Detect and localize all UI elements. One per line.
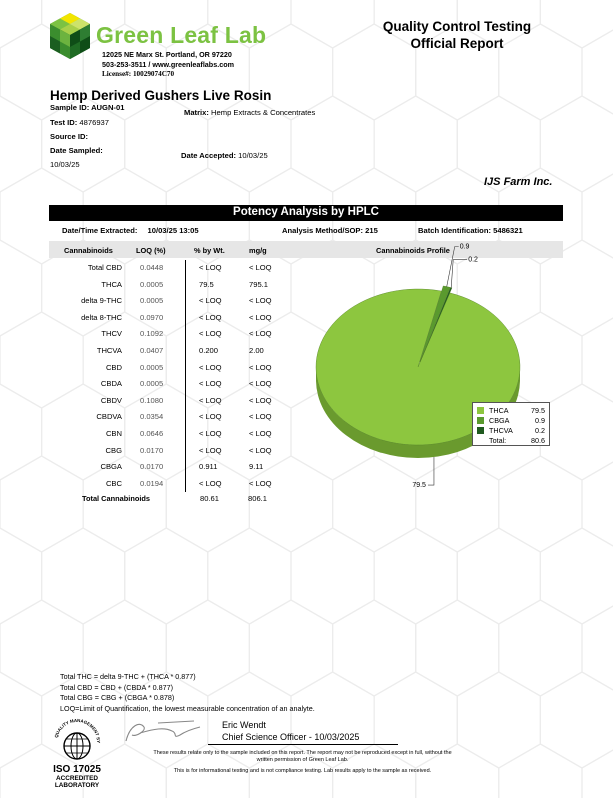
date-sampled-value: 10/03/25 bbox=[50, 160, 80, 169]
signer-title: Chief Science Officer - 10/03/2025 bbox=[222, 732, 360, 742]
test-id-label: Test ID: bbox=[50, 118, 78, 127]
row-pct-by-wt: < LOQ bbox=[199, 445, 222, 455]
disclaimer-line1: These results relate only to the sample included on this report. The report may not be reproduced except in full, without the bbox=[153, 750, 452, 756]
row-mg-per-g: < LOQ bbox=[249, 395, 272, 405]
row-loq: 0.0005 bbox=[140, 296, 164, 306]
row-mg-per-g: < LOQ bbox=[249, 478, 272, 488]
batch-row bbox=[418, 226, 523, 235]
row-loq: 0.0170 bbox=[140, 462, 164, 472]
row-loq: 0.0407 bbox=[140, 346, 164, 355]
extracted-label: Date/Time Extracted: bbox=[62, 226, 138, 235]
legend-swatch bbox=[477, 407, 484, 414]
row-cannabinoid-name: CBC bbox=[105, 478, 122, 488]
header-mg-per-g: mg/g bbox=[249, 246, 267, 255]
row-mg-per-g: < LOQ bbox=[249, 312, 272, 322]
row-loq: 0.0005 bbox=[140, 362, 164, 372]
row-cannabinoid-name: THCV bbox=[101, 329, 122, 339]
product-name: Hemp Derived Gushers Live Rosin bbox=[50, 88, 272, 103]
row-loq: 0.0170 bbox=[140, 445, 164, 455]
row-cannabinoid-name: CBG bbox=[105, 445, 122, 455]
row-pct-by-wt: < LOQ bbox=[199, 296, 222, 306]
row-cannabinoid-name: delta 9-THC bbox=[81, 296, 122, 306]
method-label: Analysis Method/SOP: bbox=[282, 226, 364, 235]
legend-value: 0.9 bbox=[535, 416, 545, 425]
row-cannabinoid-name: Total CBD bbox=[87, 263, 122, 272]
row-mg-per-g: < LOQ bbox=[249, 362, 272, 372]
date-accepted-label: Date Accepted: bbox=[181, 151, 236, 160]
total-cannabinoids-pct: 80.61 bbox=[200, 494, 220, 503]
row-mg-per-g: < LOQ bbox=[249, 379, 272, 389]
row-loq: 0.0005 bbox=[140, 379, 164, 389]
source-id-label: Source ID: bbox=[50, 132, 88, 141]
pie-label-cbga: 0.9 bbox=[459, 243, 470, 251]
row-mg-per-g: < LOQ bbox=[249, 329, 272, 339]
legend-item bbox=[477, 426, 547, 435]
row-pct-by-wt: < LOQ bbox=[199, 412, 222, 422]
total-cannabinoids-mg: 806.1 bbox=[248, 494, 268, 503]
row-pct-by-wt: < LOQ bbox=[199, 379, 222, 389]
pie-leader-thca bbox=[428, 457, 434, 485]
lab-address: 12025 NE Marx St. Portland, OR 97220 bbox=[102, 50, 232, 59]
row-mg-per-g: 2.00 bbox=[249, 346, 264, 355]
row-loq: 0.1080 bbox=[140, 395, 164, 405]
pie-legend bbox=[472, 402, 550, 446]
row-cannabinoid-name: CBGA bbox=[100, 462, 122, 472]
handwritten-signature bbox=[120, 715, 210, 749]
sample-id-row bbox=[50, 103, 124, 112]
row-cannabinoid-name: CBDA bbox=[100, 379, 122, 389]
extracted-value: 10/03/25 13:05 bbox=[147, 226, 199, 235]
disclaimer-line2: written permission of Green Leaf Lab. bbox=[256, 757, 349, 763]
laboratory-label: LABORATORY bbox=[54, 782, 100, 789]
row-pct-by-wt: < LOQ bbox=[199, 429, 222, 438]
test-id-value: 4876937 bbox=[79, 118, 109, 127]
loq-definition: LOQ=Limit of Quantification, the lowest measurable concentration of an analyte. bbox=[60, 704, 315, 713]
row-loq: 0.0005 bbox=[140, 279, 164, 289]
row-cannabinoid-name: THCVA bbox=[96, 346, 122, 355]
method-row bbox=[282, 226, 378, 235]
legend-total-label: Total: bbox=[489, 436, 507, 445]
sample-id-label: Sample ID: bbox=[50, 103, 90, 112]
legend-label: THCA bbox=[489, 406, 509, 415]
date-accepted-value: 10/03/25 bbox=[238, 151, 268, 160]
potency-section-title: Potency Analysis by HPLC bbox=[49, 205, 563, 221]
accreditation-seal-icon bbox=[49, 716, 105, 766]
report-title-line2: Official Report bbox=[410, 36, 504, 51]
row-loq: 0.0970 bbox=[140, 312, 164, 322]
batch-label: Batch Identification: bbox=[418, 226, 491, 235]
date-accepted-row bbox=[181, 151, 268, 160]
row-cannabinoid-name: CBDVA bbox=[96, 412, 122, 422]
column-divider bbox=[185, 260, 186, 492]
row-mg-per-g: < LOQ bbox=[249, 263, 272, 272]
lab-contact: 503-253-3511 / www.greenleaflabs.com bbox=[102, 60, 234, 69]
row-mg-per-g: 9.11 bbox=[249, 462, 264, 472]
lab-license: License#: 10029074C70 bbox=[102, 70, 175, 78]
signer-name: Eric Wendt bbox=[222, 720, 266, 730]
legend-value: 79.5 bbox=[531, 406, 545, 415]
row-cannabinoid-name: THCA bbox=[101, 279, 122, 289]
row-cannabinoid-name: delta 8-THC bbox=[81, 312, 122, 322]
extracted-row bbox=[62, 226, 199, 235]
pie-label-thcva: 0.2 bbox=[468, 256, 478, 264]
legend-item bbox=[477, 406, 547, 415]
test-id-row bbox=[50, 118, 109, 127]
legend-total-value: 80.6 bbox=[531, 436, 545, 445]
header-cannabinoids: Cannabinoids bbox=[64, 246, 113, 255]
matrix-label: Matrix: bbox=[184, 108, 209, 117]
date-sampled-label: Date Sampled: bbox=[50, 146, 103, 155]
row-mg-per-g: < LOQ bbox=[249, 412, 272, 422]
table-header-band bbox=[49, 241, 563, 258]
row-pct-by-wt: 0.911 bbox=[199, 462, 218, 472]
pie-leader-thcva bbox=[451, 260, 467, 288]
signature-line bbox=[208, 744, 398, 745]
row-loq: 0.0646 bbox=[140, 429, 164, 438]
row-loq: 0.0194 bbox=[140, 478, 164, 488]
total-cannabinoids-label: Total Cannabinoids bbox=[82, 494, 151, 503]
row-mg-per-g: 795.1 bbox=[249, 279, 269, 289]
row-loq: 0.1092 bbox=[140, 329, 164, 339]
row-loq: 0.0354 bbox=[140, 412, 164, 422]
row-pct-by-wt: < LOQ bbox=[199, 312, 222, 322]
row-mg-per-g: < LOQ bbox=[249, 429, 272, 438]
row-loq: 0.0448 bbox=[140, 263, 164, 272]
row-cannabinoid-name: CBDV bbox=[100, 395, 122, 405]
formula-total-cbg: Total CBG = CBG + (CBGA * 0.878) bbox=[60, 693, 175, 702]
matrix-value: Hemp Extracts & Concentrates bbox=[211, 108, 316, 117]
header-pct-by-wt: % by Wt. bbox=[194, 246, 225, 255]
batch-value: 5486321 bbox=[493, 226, 523, 235]
report-title-line1: Quality Control Testing bbox=[382, 19, 532, 34]
legend-swatch bbox=[477, 427, 484, 434]
method-value: 215 bbox=[365, 226, 378, 235]
row-cannabinoid-name: CBD bbox=[105, 362, 122, 372]
matrix-row bbox=[184, 108, 315, 117]
row-mg-per-g: < LOQ bbox=[249, 445, 272, 455]
accredited-label: ACCREDITED bbox=[56, 775, 98, 782]
header-loq: LOQ (%) bbox=[136, 246, 166, 255]
row-cannabinoid-name: CBN bbox=[105, 429, 122, 438]
iso-label: ISO 17025 bbox=[53, 764, 101, 775]
pie-label-thca: 79.5 bbox=[412, 482, 426, 490]
lab-name: Green Leaf Lab bbox=[96, 22, 267, 48]
row-pct-by-wt: 0.200 bbox=[199, 346, 219, 355]
row-pct-by-wt: < LOQ bbox=[199, 395, 222, 405]
row-pct-by-wt: < LOQ bbox=[199, 329, 222, 339]
row-pct-by-wt: 79.5 bbox=[199, 279, 214, 289]
disclaimer-line3: This is for informational testing and is not compliance testing. Lab results apply to the sample as received. bbox=[173, 768, 432, 774]
sample-id-value: AUGN-01 bbox=[91, 103, 125, 112]
row-mg-per-g: < LOQ bbox=[249, 296, 272, 306]
header-cannabinoids-profile: Cannabinoids Profile bbox=[376, 246, 450, 255]
row-pct-by-wt: < LOQ bbox=[199, 263, 222, 272]
green-leaf-lab-logo bbox=[48, 12, 92, 60]
client-name: IJS Farm Inc. bbox=[484, 176, 553, 188]
legend-value: 0.2 bbox=[535, 426, 545, 435]
legend-item bbox=[477, 416, 547, 425]
legend-label: CBGA bbox=[489, 416, 510, 425]
seal-ring-text: QUALITY MANAGEMENT SY bbox=[53, 717, 102, 744]
legend-swatch bbox=[477, 417, 484, 424]
formula-total-thc: Total THC = delta 9-THC + (THCA * 0.877) bbox=[60, 672, 196, 681]
row-pct-by-wt: < LOQ bbox=[199, 362, 222, 372]
legend-label: THCVA bbox=[489, 426, 513, 435]
formula-total-cbd: Total CBD = CBD + (CBDA * 0.877) bbox=[60, 683, 174, 692]
row-pct-by-wt: < LOQ bbox=[199, 478, 222, 488]
